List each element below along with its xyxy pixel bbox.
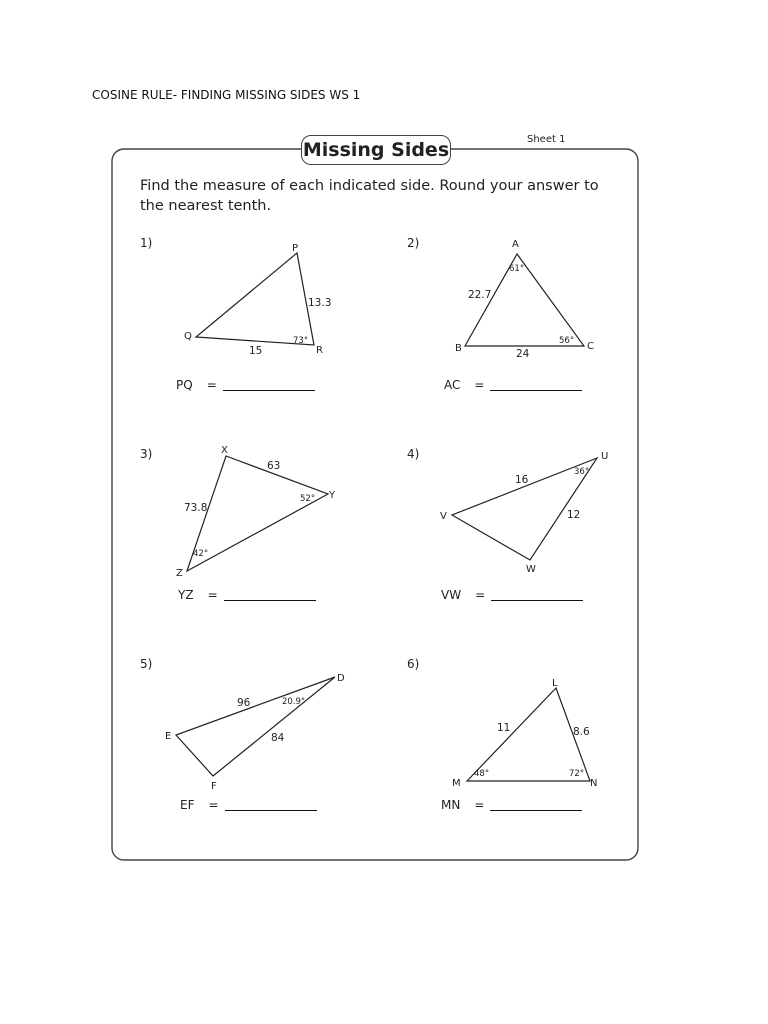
triangle-3-shape	[187, 456, 328, 571]
equals-sign: =	[475, 588, 486, 602]
side-label: 96	[237, 697, 251, 709]
side-label: 22.7	[468, 289, 492, 301]
triangle-4	[440, 451, 608, 575]
vertex-label: F	[211, 781, 217, 792]
answer-blank[interactable]	[490, 390, 582, 391]
answer-label: MN	[441, 798, 461, 812]
answer-row-4	[441, 588, 583, 602]
answer-label: VW	[441, 588, 462, 602]
problem-number: 2)	[407, 236, 420, 250]
triangle-5-shape	[176, 677, 335, 776]
sheet-title: Missing Sides	[302, 139, 450, 161]
problem-number: 1)	[140, 236, 153, 250]
vertex-label: R	[316, 345, 323, 356]
angle-label: 48°	[474, 769, 490, 779]
equals-sign: =	[208, 798, 219, 812]
triangle-5	[165, 673, 345, 792]
triangle-6-shape	[467, 688, 590, 781]
vertex-label: E	[165, 731, 172, 742]
answer-label: YZ	[178, 588, 194, 602]
equals-sign: =	[474, 378, 485, 392]
vertex-label: P	[292, 243, 299, 254]
answer-label: EF	[180, 798, 195, 812]
vertex-label: X	[221, 445, 228, 456]
vertex-label: D	[337, 673, 345, 684]
side-label: 63	[267, 460, 281, 472]
instructions: Find the measure of each indicated side. Round your answer to the nearest tenth.	[140, 178, 599, 214]
answer-label: PQ	[176, 378, 193, 392]
answer-row-6	[441, 798, 582, 812]
vertex-label: B	[455, 343, 462, 354]
answer-row-3	[178, 588, 316, 602]
problem-number: 6)	[407, 657, 420, 671]
vertex-label: Z	[176, 568, 183, 579]
angle-label: 52°	[300, 494, 316, 504]
triangle-1	[184, 243, 331, 357]
answer-label: AC	[444, 378, 461, 392]
problem-number: 4)	[407, 447, 420, 461]
side-label: 13.3	[308, 297, 332, 309]
vertex-label: A	[512, 239, 519, 250]
side-label: 84	[271, 732, 285, 744]
side-label: 11	[497, 722, 511, 734]
problem-number: 5)	[140, 657, 153, 671]
vertex-label: V	[440, 511, 447, 522]
vertex-label: U	[601, 451, 609, 462]
side-label: 12	[567, 509, 581, 521]
equals-sign: =	[474, 798, 485, 812]
vertex-label: N	[590, 778, 598, 789]
equals-sign: =	[207, 588, 218, 602]
document-heading: COSINE RULE- FINDING MISSING SIDES WS 1	[92, 88, 361, 102]
answer-blank[interactable]	[224, 600, 316, 601]
angle-label: 36°	[574, 467, 590, 477]
answer-blank[interactable]	[225, 810, 317, 811]
side-label: 24	[516, 348, 530, 360]
angle-label: 73°	[293, 336, 309, 346]
side-label: 73.8	[184, 502, 208, 514]
sheet-number-label: Sheet 1	[527, 134, 566, 145]
vertex-label: M	[452, 778, 461, 789]
triangle-3	[176, 445, 336, 579]
answer-row-2	[444, 378, 582, 392]
vertex-label: W	[526, 564, 536, 575]
angle-label: 61°	[509, 264, 525, 274]
side-label: 8.6	[573, 726, 590, 738]
answer-blank[interactable]	[490, 810, 582, 811]
side-label: 15	[249, 345, 263, 357]
vertex-label: Q	[184, 331, 192, 342]
angle-label: 56°	[559, 336, 575, 346]
problem-number: 3)	[140, 447, 153, 461]
answer-row-1	[176, 378, 315, 392]
sheet-title-box	[301, 135, 451, 165]
vertex-label: L	[552, 678, 558, 689]
triangle-6	[452, 678, 597, 789]
side-label: 16	[515, 474, 529, 486]
equals-sign: =	[206, 378, 217, 392]
angle-label: 42°	[193, 549, 209, 559]
answer-blank[interactable]	[223, 390, 315, 391]
triangle-1-shape	[196, 253, 314, 345]
vertex-label: Y	[329, 490, 336, 501]
angle-label: 20.9°	[282, 697, 306, 707]
angle-label: 72°	[569, 769, 585, 779]
answer-blank[interactable]	[491, 600, 583, 601]
answer-row-5	[180, 798, 317, 812]
triangle-2	[455, 239, 594, 360]
vertex-label: C	[587, 341, 594, 352]
